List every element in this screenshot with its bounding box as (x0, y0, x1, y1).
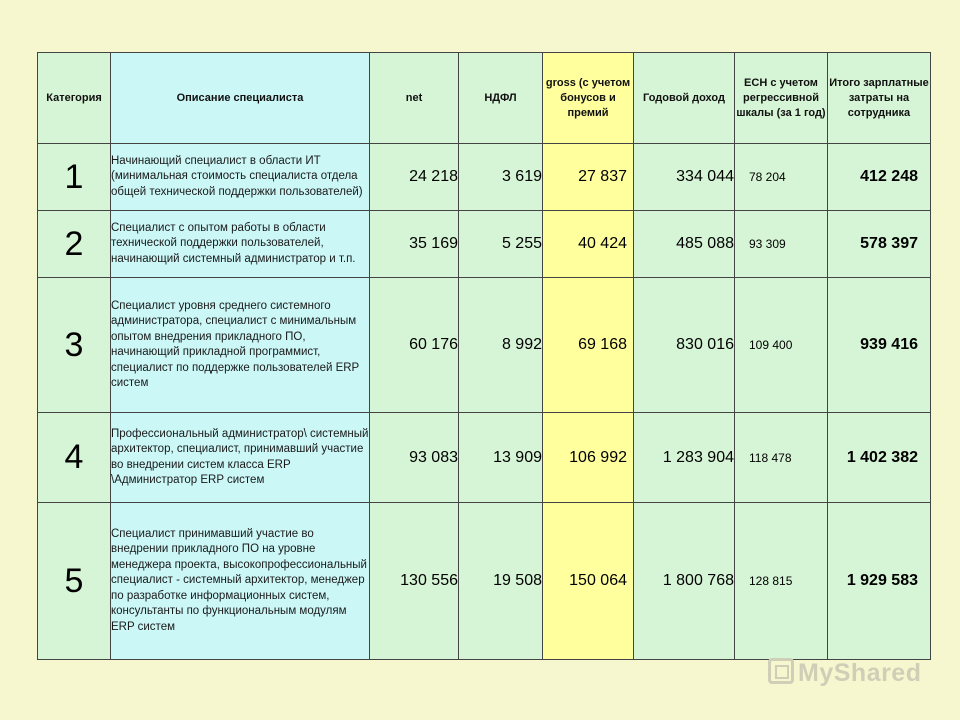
watermark-logo (768, 658, 921, 688)
specialist-description: Профессиональный администратор\ системный архитектор, специалист, принимавший участие во внедрении систем класса ERP \Администратор ERP систем (111, 413, 370, 503)
header-category: Категория (38, 53, 111, 144)
esn-value: 109 400 (735, 278, 828, 413)
annual-income-value: 830 016 (634, 278, 735, 413)
annual-income-value: 1 283 904 (634, 413, 735, 503)
total-cost-value: 1 929 583 (828, 503, 931, 660)
esn-value: 118 478 (735, 413, 828, 503)
annual-income-value: 485 088 (634, 211, 735, 278)
header-gross: gross (с учетом бонусов и премий (543, 53, 634, 144)
net-value: 93 083 (370, 413, 459, 503)
net-value: 60 176 (370, 278, 459, 413)
category-number: 2 (38, 211, 111, 278)
category-number: 1 (38, 144, 111, 211)
header-description: Описание специалиста (111, 53, 370, 144)
specialist-description: Специалист с опытом работы в области технической поддержки пользователей, начинающий системный администратор и т.п. (111, 211, 370, 278)
gross-value: 27 837 (543, 144, 634, 211)
total-cost-value: 939 416 (828, 278, 931, 413)
category-number: 4 (38, 413, 111, 503)
logo-icon (768, 658, 794, 684)
total-cost-value: 1 402 382 (828, 413, 931, 503)
table-row (38, 413, 931, 503)
net-value: 24 218 (370, 144, 459, 211)
header-esn: ЕСН с учетом регрессивной шкалы (за 1 год) (735, 53, 828, 144)
net-value: 130 556 (370, 503, 459, 660)
category-number: 5 (38, 503, 111, 660)
esn-value: 93 309 (735, 211, 828, 278)
table-row (38, 211, 931, 278)
annual-income-value: 1 800 768 (634, 503, 735, 660)
specialist-description: Специалист принимавший участие во внедрении прикладного ПО на уровне менеджера проекта, высокопрофессиональный специалист - системный архитектор, менеджер по разработке информационных систем, консультанты по функциональным модулям ERP систем (111, 503, 370, 660)
annual-income-value: 334 044 (634, 144, 735, 211)
gross-value: 106 992 (543, 413, 634, 503)
category-number: 3 (38, 278, 111, 413)
total-cost-value: 412 248 (828, 144, 931, 211)
esn-value: 128 815 (735, 503, 828, 660)
specialist-description: Специалист уровня среднего системного администратора, специалист с минимальным опытом внедрения прикладного ПО, начинающий прикладной программист, специалист по поддержке пользователей ERP систем (111, 278, 370, 413)
esn-value: 78 204 (735, 144, 828, 211)
net-value: 35 169 (370, 211, 459, 278)
ndfl-value: 5 255 (459, 211, 543, 278)
header-ndfl: НДФЛ (459, 53, 543, 144)
ndfl-value: 3 619 (459, 144, 543, 211)
watermark-text: MyShared (798, 659, 922, 687)
total-cost-value: 578 397 (828, 211, 931, 278)
gross-value: 150 064 (543, 503, 634, 660)
table-row (38, 278, 931, 413)
ndfl-value: 13 909 (459, 413, 543, 503)
header-total-cost: Итого зарплатные затраты на сотрудника (828, 53, 931, 144)
table-row (38, 503, 931, 660)
gross-value: 40 424 (543, 211, 634, 278)
ndfl-value: 19 508 (459, 503, 543, 660)
salary-table (37, 52, 931, 660)
header-net: net (370, 53, 459, 144)
specialist-description: Начинающий специалист в области ИТ (минимальная стоимость специалиста отдела общей технической поддержки пользователей) (111, 144, 370, 211)
table-row (38, 144, 931, 211)
gross-value: 69 168 (543, 278, 634, 413)
ndfl-value: 8 992 (459, 278, 543, 413)
header-row (38, 53, 931, 144)
header-annual-income: Годовой доход (634, 53, 735, 144)
